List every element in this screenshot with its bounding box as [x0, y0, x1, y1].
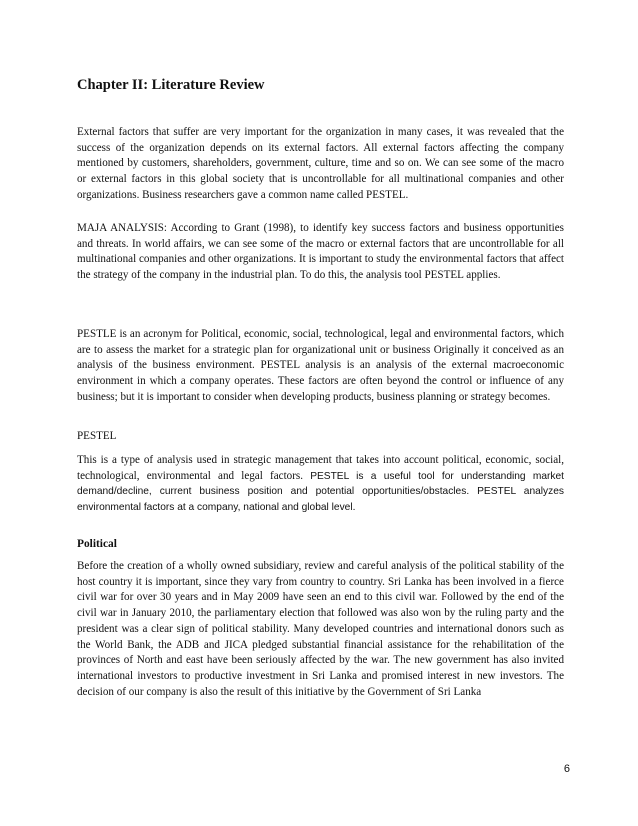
paragraph-pestle-acronym: PESTLE is an acronym for Political, economic, social, technological, legal and environmental factors, which are to assess the market for a strategic plan for organizational unit or business Originally it conceived as an analysis of the business environment. PESTEL analysis is an analysis of the external macroeconomic environment in which a company operates. These factors are often beyond the control or influence of any business; but it is important to consider when developing products, business planning or strategy becomes. — [77, 328, 564, 403]
pestel-description-serif: This is a type of analysis used in strategic management that takes into account political, economic, social, technological, environmental and legal factors. — [77, 454, 564, 482]
political-heading: Political — [77, 538, 117, 550]
paragraph-external-factors: External factors that suffer are very important for the organization in many cases, it was revealed that the success of the organization depends on its external factors. All external factors affecting the company mentioned by customers, shareholders, government, culture, time and so on. We can see some of the macro or external factors in this global society that is uncontrollable for all multinational companies and other organizations. Business researchers gave a common name called PESTEL. — [77, 126, 564, 201]
page-number: 6 — [563, 763, 570, 775]
pestel-description-sans: PESTEL is a useful tool for understanding market demand/decline, current business position and potential opportunities/obstacles. PESTEL analyzes environmental factors at a company, national and global level. — [77, 470, 564, 514]
paragraph-maja-analysis: MAJA ANALYSIS: According to Grant (1998), to identify key success factors and business opportunities and threats. In world affairs, we can see some of the macro or external factors that are uncontrollable for all multinational companies and other organizations. It is important to study the environmental factors that affect the strategy of the company in the industrial plan. To do this, the analysis tool PESTEL applies. — [77, 222, 564, 282]
paragraph-pestel-description — [77, 453, 564, 516]
paragraph-political: Before the creation of a wholly owned subsidiary, review and careful analysis of the political stability of the host country it is important, since they vary from country to country. Sri Lanka has been involved in a fierce civil war for over 30 years and in May 2009 have seen an end to this civil war. Followed by the end of the civil war in January 2010, the parliamentary election that followed was also won by the ruling party and the president was a clear sign of political stability. Many developed countries and international donors such as the World Bank, the ADB and JICA pledged substantial financial assistance for the rehabilitation of the provinces of North and east have been seriously affected by the war. The new government has also invited international investors to productive investment in Sri Lanka and promised interest in new investors. The decision of our company is also the result of this initiative by the Government of Sri Lanka — [77, 560, 564, 698]
chapter-title: Chapter II: Literature Review — [77, 77, 265, 93]
pestel-label: PESTEL — [77, 430, 117, 442]
